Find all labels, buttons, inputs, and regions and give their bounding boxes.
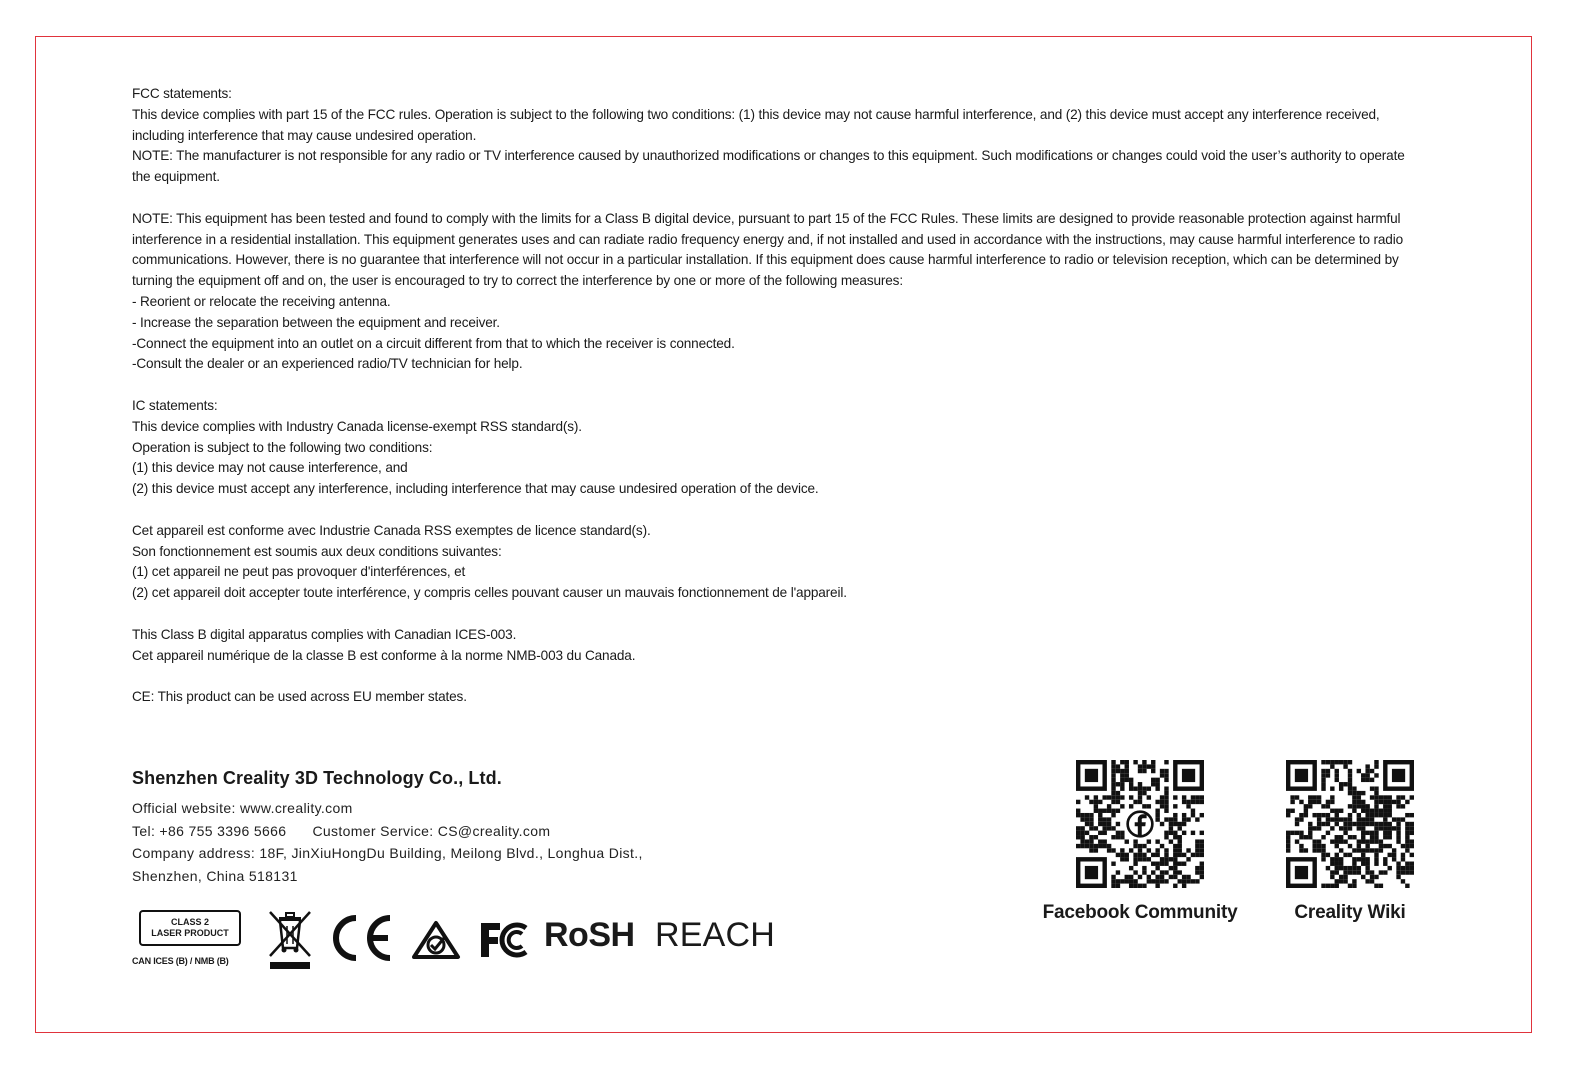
weee-crossed-bin-icon [266,908,314,975]
facebook-community-caption: Facebook Community [1042,902,1238,923]
facebook-community-qr [1032,760,1248,924]
fcc-measure-1: - Reorient or relocate the receiving antenna. [132,293,391,309]
company-tel: Tel: +86 755 3396 5666 [132,822,287,839]
reach-mark: REACH [655,916,776,954]
ce-statement: CE: This product can be used across EU member states. [132,689,467,705]
fcc-mark-icon [478,920,530,965]
regulatory-statements [132,84,1422,708]
fcc-paragraph-3: NOTE: This equipment has been tested and found to comply with the limits for a Class B digital device, pursuant to part 15 of the FCC Rules. These limits are designed to provide reasonable protection against harmful interference in a residential installation. This equipment generates uses and can radiate radio frequency energy and, if not installed and used in accordance with the instructions, may cause harmful interference to radio communications. However, there is no guarantee that interference will not occur in a particular installation. If this equipment does cause harmful interference to radio or television reception, which can be determined by turning the equipment off and on, the user is encouraged to try to correct the interference by one or more of the following measures: [132,210,1407,289]
certification-marks [132,906,792,976]
ic-line-3: (1) this device may not cause interference, and [132,460,408,476]
fcc-heading: FCC statements: [132,86,232,101]
ic-heading: IC statements: [132,397,218,413]
laser-class-label [139,910,241,946]
laser-class-line-1: CLASS 2 [170,917,209,927]
company-address-line-1: Company address: 18F, JinXiuHongDu Building, Meilong Blvd., Longhua Dist., [132,845,643,861]
fcc-measure-2: - Increase the separation between the equipment and receiver. [132,314,500,330]
company-name: Shenzhen Creality 3D Technology Co., Ltd. [132,768,502,788]
rcm-mark-icon [411,920,461,965]
creality-wiki-qr [1282,760,1418,924]
ic-line-2: Operation is subject to the following two conditions: [132,439,433,455]
fcc-paragraph-2: NOTE: The manufacturer is not responsible for any radio or TV interference caused by unauthorized modifications or changes to this equipment. Such modifications or changes could void the user’s authority to operate the equipment. [132,148,1409,185]
ic-french-line-2: Son fonctionnement est soumis aux deux conditions suivantes: [132,543,502,559]
fcc-measure-4: -Consult the dealer or an experienced radio/TV technician for help. [132,356,523,372]
fcc-paragraph-1: This device complies with part 15 of the FCC rules. Operation is subject to the following two conditions: (1) this device may not cause harmful interference, and (2) this device must accept any interference received, including interference that may cause undesired operation. [132,106,1384,143]
company-info [132,768,832,887]
ic-french-line-1: Cet appareil est conforme avec Industrie Canada RSS exemptes de licence standard(s). [132,522,651,538]
company-contact [132,820,832,843]
company-address-line-2: Shenzhen, China 518131 [132,867,298,884]
company-website: Official website: www.creality.com [132,800,353,816]
can-ices-label: CAN ICES (B) / NMB (B) [132,956,229,966]
ices-line-1: This Class B digital apparatus complies with Canadian ICES-003. [132,626,517,642]
company-customer-service: Customer Service: CS@creality.com [312,822,551,839]
facebook-qr-code-icon [1076,760,1204,888]
laser-class-line-2: LASER PRODUCT [151,928,229,938]
rosh-mark: RoSH [544,916,635,954]
ices-line-2: Cet appareil numérique de la classe B est conforme à la norme NMB-003 du Canada. [132,647,636,663]
ic-line-4: (2) this device must accept any interference, including interference that may cause undesired operation of the device. [132,481,819,497]
wiki-qr-code-icon [1286,760,1414,888]
fcc-measure-3: -Connect the equipment into an outlet on a circuit different from that to which the receiver is connected. [132,335,735,351]
ic-french-line-4: (2) cet appareil doit accepter toute interférence, y compris celles pouvant causer un mauvais fonctionnement de l'appareil. [132,585,847,601]
ic-french-line-3: (1) cet appareil ne peut pas provoquer d'interférences, et [132,564,466,580]
ce-mark-icon [330,914,394,967]
ic-line-1: This device complies with Industry Canada license-exempt RSS standard(s). [132,418,582,434]
creality-wiki-caption: Creality Wiki [1294,902,1406,923]
